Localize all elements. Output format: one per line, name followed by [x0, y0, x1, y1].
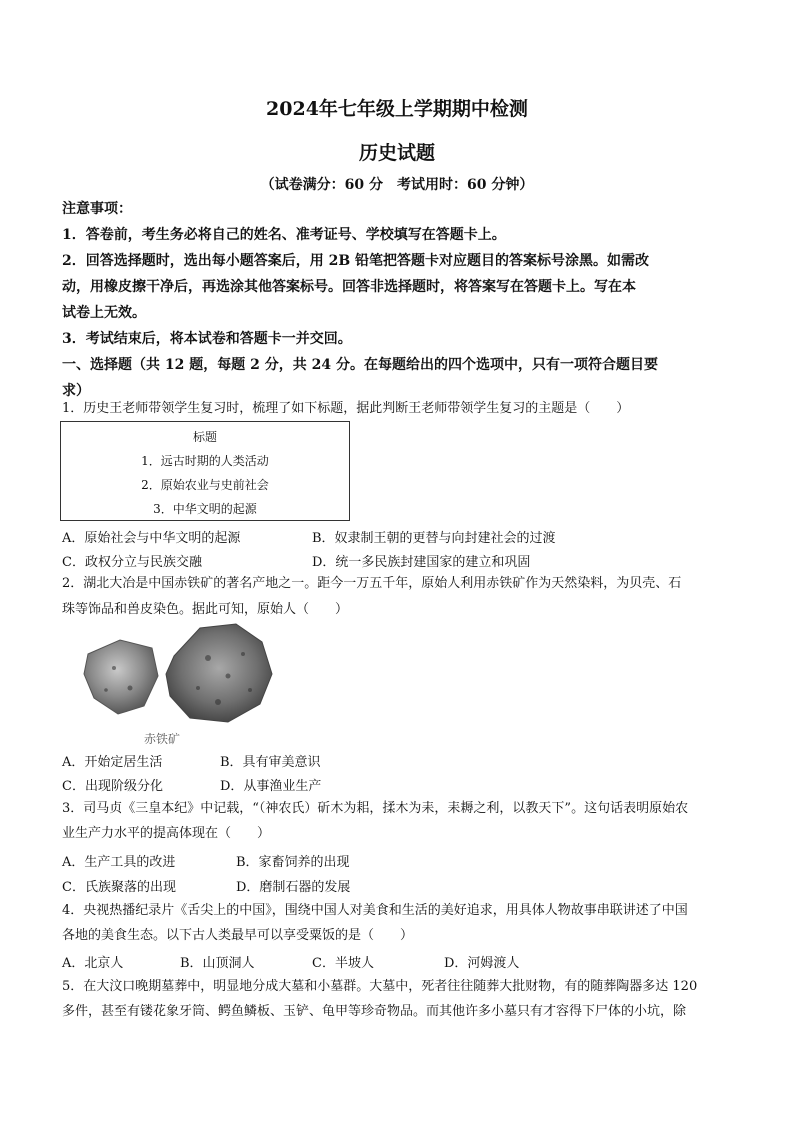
hematite-image: [78, 618, 278, 730]
q2-option-c[interactable]: C．出现阶级分化: [62, 779, 163, 794]
exam-subject: 历史试题: [358, 142, 435, 164]
q4-option-a[interactable]: A．北京人: [62, 956, 124, 971]
q1-option-a[interactable]: A．原始社会与中华文明的起源: [62, 531, 241, 546]
note-3: 3．考试结束后，将本试卷和答题卡一并交回。: [62, 331, 352, 347]
q3-option-a[interactable]: A．生产工具的改进: [62, 855, 176, 870]
q1-option-b[interactable]: B．奴隶制王朝的更替与向封建社会的过渡: [312, 531, 556, 546]
q5-stem-line2: 多件，甚至有镂花象牙筒、鳄鱼鳞板、玉铲、龟甲等珍奇物品。而其他许多小墓只有才容得下尸体的小坑，除: [62, 1004, 687, 1019]
q4-stem-line1: 4．央视热播纪录片《舌尖上的中国》，围绕中国人对美食和生活的美好追求，用具体人物故事串联讲述了中国: [62, 903, 688, 918]
q1-box-item: 3．中华文明的起源: [153, 502, 257, 516]
q2-option-d[interactable]: D．从事渔业生产: [220, 779, 322, 794]
q4-option-b[interactable]: B．山顶洞人: [180, 956, 255, 971]
q1-option-d[interactable]: D．统一多民族封建国家的建立和巩固: [312, 555, 531, 570]
q3-stem-line2: 业生产力水平的提高体现在（ ）: [62, 826, 271, 841]
q1-stem: 1．历史王老师带领学生复习时，梳理了如下标题，据此判断王老师带领学生复习的主题是（ ）: [62, 401, 630, 416]
exam-info: （试卷满分：60 分 考试用时：60 分钟）: [260, 177, 534, 193]
hematite-caption: 赤铁矿: [144, 732, 181, 746]
q1-option-c[interactable]: C．政权分立与民族交融: [62, 555, 202, 570]
q4-option-c[interactable]: C．半坡人: [312, 956, 374, 971]
q2-option-a[interactable]: A．开始定居生活: [62, 755, 163, 770]
note-2-line2: 动，用橡皮擦干净后，再选涂其他答案标号。回答非选择题时，将答案写在答题卡上。写在本: [62, 279, 636, 295]
note-1: 1．答卷前，考生务必将自己的姓名、准考证号、学校填写在答题卡上。: [62, 227, 506, 243]
q4-option-d[interactable]: D．河姆渡人: [444, 956, 520, 971]
q3-option-b[interactable]: B．家畜饲养的出现: [236, 855, 350, 870]
section-heading-line1: 一、选择题（共 12 题，每题 2 分，共 24 分。在每题给出的四个选项中，只有一项符合题目要: [62, 357, 658, 373]
q1-box-item: 1．远古时期的人类活动: [141, 454, 269, 468]
q5-stem-line1: 5．在大汶口晚期墓葬中，明显地分成大墓和小墓群。大墓中，死者往往随葬大批财物，有的随葬陶器多达 120: [62, 979, 698, 994]
rock-large: [166, 624, 272, 722]
note-2-line1: 2．回答选择题时，选出每小题答案后，用 2B 铅笔把答题卡对应题目的答案标号涂黑。如需改: [62, 253, 650, 269]
section-heading-line2: 求）: [62, 383, 90, 399]
q2-stem-line1: 2．湖北大冶是中国赤铁矿的著名产地之一。距今一万五千年，原始人利用赤铁矿作为天然染料，为贝壳、石: [62, 576, 682, 591]
q1-box-title: 标题: [192, 430, 217, 444]
q2-option-b[interactable]: B．具有审美意识: [220, 755, 321, 770]
q3-stem-line1: 3．司马贞《三皇本纪》中记载，“（神农氏）斫木为耜，揉木为耒，耒耨之利，以教天下”。这句话表明原始农: [62, 801, 689, 816]
q3-option-d[interactable]: D．磨制石器的发展: [236, 880, 351, 895]
rock-small: [84, 640, 158, 714]
q2-stem-line2: 珠等饰品和兽皮染色。据此可知，原始人（ ）: [62, 602, 349, 617]
q3-option-c[interactable]: C．氏族聚落的出现: [62, 880, 176, 895]
exam-title: 2024年七年级上学期期中检测: [266, 98, 528, 120]
q4-stem-line2: 各地的美食生态。以下古人类最早可以享受粟饭的是（ ）: [62, 928, 414, 943]
notes-heading: 注意事项：: [62, 201, 132, 217]
note-2-line3: 试卷上无效。: [62, 305, 146, 321]
q1-title-box: [60, 421, 350, 521]
q1-box-item: 2．原始农业与史前社会: [141, 478, 269, 492]
